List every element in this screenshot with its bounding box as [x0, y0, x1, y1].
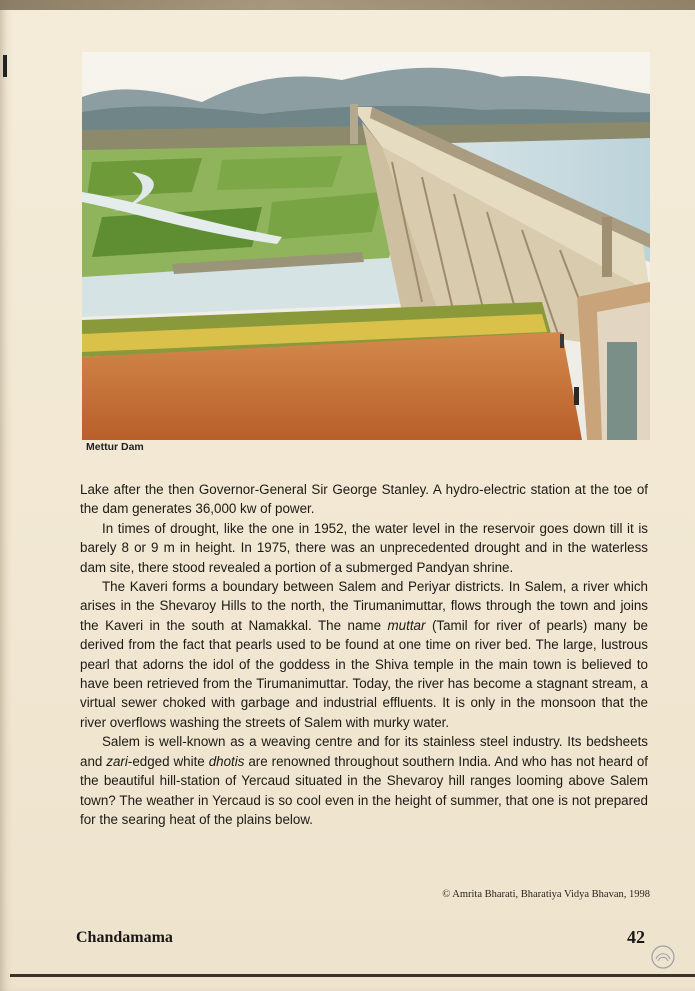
bottom-border	[10, 974, 695, 977]
top-border	[0, 0, 695, 10]
paragraph-text: In times of drought, like the one in 1952, the water level in the reservoir goes down till it is barely 8 or 9 m in height. In 1975, there was an unprecedented drought and in the waterless dam site, there stood revealed a portion of a submerged Pandyan shrine.	[80, 520, 648, 575]
binding-mark	[3, 55, 7, 77]
mettur-dam-illustration	[82, 52, 650, 440]
article-paragraph	[80, 577, 648, 732]
paragraph-text: Lake after the then Governor-General Sir George Stanley. A hydro-electric station at the toe of the dam generates 36,000 kw of power.	[80, 482, 648, 517]
paragraph-text: -edged white	[127, 753, 209, 769]
article-paragraph	[80, 732, 648, 829]
article-paragraph	[80, 480, 648, 519]
paragraph-text: are renowned throughout southern India. And who has not heard of the beautiful hill-station of Yercaud situated in the Shevaroy hill ranges looming above Salem town? The weather in Yercaud is so cool even in the height of summer, that one is not prepared for the searing heat of the plains below.	[80, 753, 649, 827]
figure-caption: Mettur Dam	[86, 441, 144, 453]
fingerprint-stamp-icon	[650, 944, 676, 970]
paragraph-text: The Kaveri forms a boundary between Salem and Periyar districts. In Salem, a river which arises in the Shevaroy Hills to the north, the Tirumanimuttar, flows through the town and joins the Kaveri in the south at Namakkal. The name	[80, 579, 648, 633]
magazine-name: Chandamama	[76, 929, 173, 946]
emphasized-term: muttar	[387, 617, 426, 633]
page-number: 42	[627, 927, 645, 947]
copyright-notice: © Amrita Bharati, Bharatiya Vidya Bhavan, 1998	[442, 889, 650, 900]
article-paragraph	[80, 519, 648, 577]
article-body	[80, 480, 648, 829]
emphasized-term: dhotis	[208, 753, 245, 769]
paragraph-text: Salem is well-known as a weaving centre and for its stainless steel industry. Its bedsheets and	[80, 734, 648, 769]
emphasized-term: zari	[106, 753, 128, 769]
paragraph-text: (Tamil for river of pearls) many be derived from the fact that pearls used to be found at one time on river bed. The large, lustrous pearl that adorns the idol of the goddess in the Shiva temple in the main town is believed to have been retrieved from the Tirumanimuttar. Today, the river has become a stagnant stream, a virtual sewer choked with garbage and industrial effluents. It is only in the monsoon that the river overflows washing the streets of Salem with murky water.	[80, 617, 648, 730]
